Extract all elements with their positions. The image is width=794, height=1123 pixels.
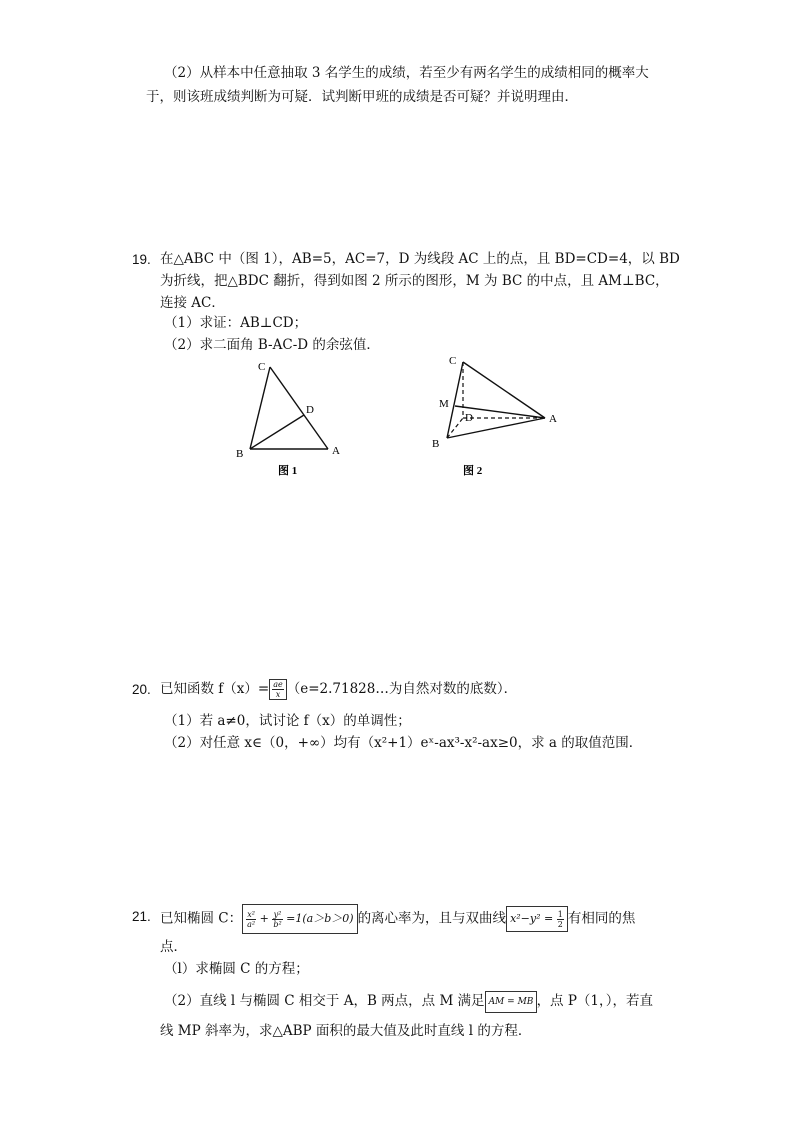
fig1-caption: 图 1	[278, 465, 298, 477]
fig1-label-a: A	[332, 445, 340, 457]
q21-vec-right: MB	[517, 996, 534, 1007]
q21-part2-line2: 线 MP 斜率为，求△ABP 面积的最大值及此时直线 l 的方程．	[160, 1023, 532, 1039]
figure-1	[230, 355, 350, 480]
q21-prefix: 已知椭圆 C：	[160, 910, 243, 927]
q21-vector-equation	[485, 991, 537, 1013]
q21-vec-mid: =	[507, 996, 515, 1007]
q20-prefix: 已知函数 f（x）=	[160, 681, 270, 697]
q20-line1	[160, 678, 517, 700]
q21-line2: 点．	[160, 939, 187, 955]
q21-ellipse-equation: $\frac{\text{x²}}{\text{a²}}$ + $\frac{\text{y²}}{\text{b²}}$ =1(a＞b＞0)	[242, 904, 357, 934]
q21-suffix: 有相同的焦	[567, 910, 636, 927]
fig2-label-a: A	[549, 413, 557, 425]
q19-line1: 在△ABC 中（图 1），AB=5，AC=7，D 为线段 AC 上的点，且 BD=CD=4，以 BD	[160, 251, 680, 267]
q18-part2-line1: （2）从样本中任意抽取 3 名学生的成绩，若至少有两名学生的成绩相同的概率大	[164, 65, 649, 81]
q21-part2-a: （2）直线 l 与椭圆 C 相交于 A，B 两点，点 M 满足	[164, 993, 485, 1009]
fig2-label-c: C	[449, 355, 457, 367]
figure-2	[425, 350, 565, 480]
q21-middle: 的离心率为，且与双曲线	[357, 910, 507, 927]
q21-part2-b: ，点 P（1，），若直	[536, 993, 654, 1009]
fig2-label-b: B	[432, 438, 440, 450]
q18-part2-line2: 于，则该班成绩判断为可疑．试判断甲班的成绩是否可疑？并说明理由．	[146, 89, 578, 105]
fig2-label-m: M	[439, 398, 449, 410]
fig1-label-c: C	[258, 361, 266, 373]
q20-part2: （2）对任意 x∈（0，+∞）均有（x²+1）eˣ-ax³-x²-ax≥0，求 a 的取值范围．	[164, 735, 643, 751]
q19-part2: （2）求二面角 B-AC-D 的余弦值．	[164, 337, 380, 353]
q20-suffix: （e=2.71828…为自然对数的底数）．	[286, 681, 518, 697]
q19-part1: （1）求证：AB⊥CD；	[164, 315, 308, 331]
q19-line3: 连接 AC．	[160, 295, 225, 311]
q20-fraction-box	[269, 679, 287, 700]
q21-line1	[160, 904, 635, 934]
q19-line2: 为折线，把△BDC 翻折，得到如图 2 所示的图形，M 为 BC 的中点，且 AM⊥BC，	[160, 273, 669, 289]
q21-part2-line1	[164, 990, 653, 1013]
q20-number: 20.	[132, 682, 151, 697]
q21-vec-left: AM	[488, 996, 505, 1007]
fig2-caption: 图 2	[463, 465, 483, 477]
q19-number: 19.	[132, 252, 151, 267]
fig2-label-d: D	[465, 412, 473, 424]
q20-frac-den: x	[275, 690, 281, 699]
q21-ellipse-eq-tail: =1(a＞b＞0)	[286, 912, 354, 925]
fig1-label-d: D	[306, 404, 314, 416]
q21-part1: （l）求椭圆 C 的方程；	[164, 961, 309, 977]
q21-hyperbola-equation: x²−y² = $\frac{1}{2}$	[506, 906, 568, 932]
fig1-label-b: B	[236, 448, 244, 460]
q20-frac-num: ae	[273, 680, 283, 689]
q20-part1: （1）若 a≠0，试讨论 f（x）的单调性；	[164, 713, 411, 729]
q21-hyperbola-eq: x²−y² =	[510, 912, 554, 925]
q21-number: 21.	[132, 909, 151, 924]
